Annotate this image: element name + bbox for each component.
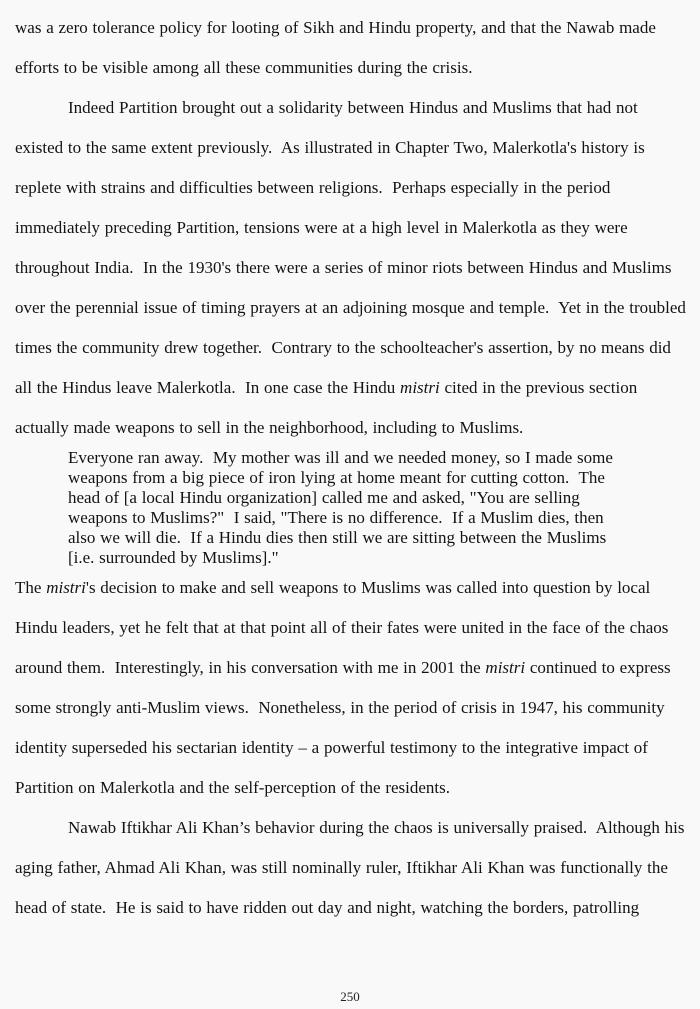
text-run: Everyone ran away. My mother was ill and we needed money, so I made some weapons from a big piece of iron lying at home meant for cutting cotton. The head of [a local Hindu organization] called me and asked, "You are selling weapons to Muslims?" I said, "There is no difference. If a Muslim dies, then also we will die. If a Hindu dies then still we are sitting between the Muslims [i.e. surrounded by Muslims]." — [68, 448, 618, 567]
page-body-text — [15, 8, 691, 928]
paragraph-mistri-decision — [15, 568, 687, 808]
page-number: 250 — [340, 989, 360, 1004]
text-run: Indeed Partition brought out a solidarity between Hindus and Muslims that had not existed to the same extent previously. As illustrated in Chapter Two, Malerkotla's history is replete with strains and difficulties between religions. Perhaps especially in the period immediately preceding Partition, tensions were at a high level in Malerkotla as they were throughout India. In the 1930's there were a series of minor riots between Hindus and Muslims over the perennial issue of timing prayers at an adjoining mosque and temple. Yet in the troubled times the community drew together. Contrary to the schoolteacher's assertion, by no means did all the Hindus leave Malerkotla. In one case the Hindu — [15, 98, 691, 397]
italic-text-run: mistri — [400, 378, 440, 397]
block-quote-mistri-interview — [68, 448, 624, 568]
italic-text-run: mistri — [485, 658, 526, 677]
text-run: 's decision to make and sell weapons to Muslims was called into question by local Hindu leaders, yet he felt that at that point all of their fates were united in the face of the chaos around them. Interestingly, in his conversation with me in 2001 the — [15, 578, 674, 677]
paragraph-zero-tolerance-continuation — [15, 8, 687, 88]
text-run: continued to express some strongly anti-Muslim views. Nonetheless, in the period of crisis in 1947, his community identity superseded his sectarian identity – a powerful testimony to the integrative impact of Partition on Malerkotla and the self-perception of the residents. — [15, 658, 676, 797]
text-run: was a zero tolerance policy for looting of Sikh and Hindu property, and that the Nawab made efforts to be visible among all these communities during the crisis. — [15, 18, 661, 77]
paragraph-partition-solidarity — [15, 88, 691, 448]
text-run: Nawab Iftikhar Ali Khan’s behavior during the chaos is universally praised. Although his aging father, Ahmad Ali Khan, was still nominally ruler, Iftikhar Ali Khan was functionally the head of state. He is said to have ridden out day and night, watching the borders, patrolling — [15, 818, 690, 917]
italic-text-run: mistri — [46, 578, 86, 597]
text-run: cited in the previous section actually made weapons to sell in the neighborhood, including to Muslims. — [15, 378, 642, 437]
text-run: The — [15, 578, 47, 597]
paragraph-nawab-behavior — [15, 808, 690, 928]
